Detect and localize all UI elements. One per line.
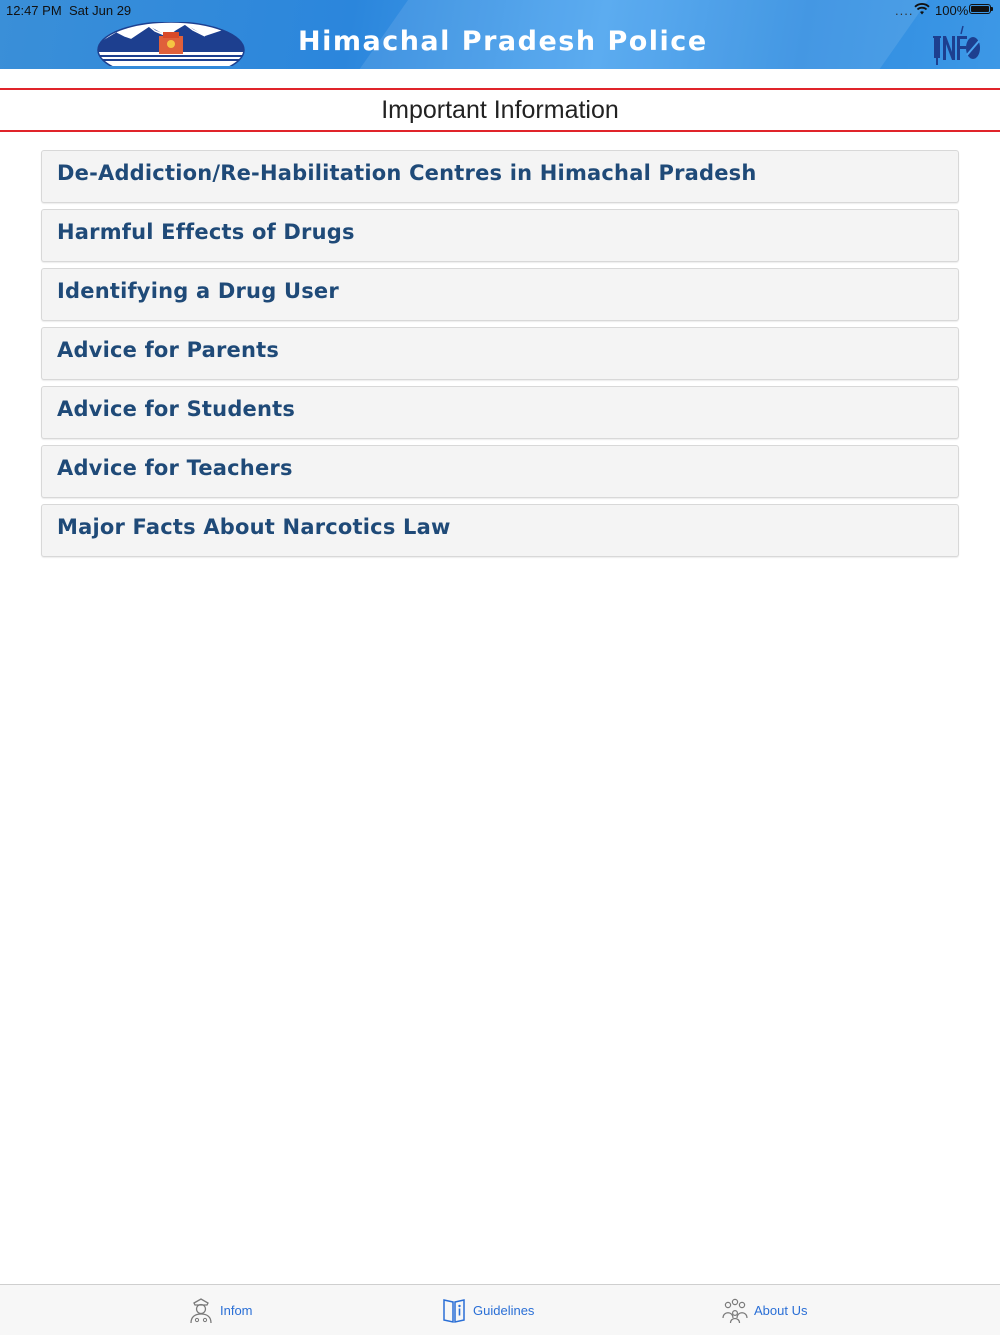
tab-infom[interactable]	[188, 1295, 253, 1325]
list-item-label: De-Addiction/Re-Habilitation Centres in Himachal Pradesh	[57, 161, 757, 185]
battery-icon	[969, 4, 991, 14]
tab-bar	[0, 1284, 1000, 1335]
wifi-icon	[914, 2, 930, 16]
list-item-deaddiction-centres[interactable]	[41, 150, 959, 203]
information-list	[41, 150, 959, 563]
status-time: 12:47 PM	[6, 3, 62, 18]
list-item-narcotics-law[interactable]	[41, 504, 959, 557]
info-syringe-logo-icon	[930, 22, 982, 66]
tab-about-us[interactable]	[722, 1295, 807, 1325]
list-item-label: Advice for Parents	[57, 338, 280, 362]
list-item-advice-students[interactable]	[41, 386, 959, 439]
list-item-label: Major Facts About Narcotics Law	[57, 515, 451, 539]
list-item-label: Identifying a Drug User	[57, 279, 339, 303]
group-people-icon	[722, 1296, 748, 1324]
police-officer-icon	[188, 1296, 214, 1324]
app-title: Himachal Pradesh Police	[298, 26, 708, 57]
list-item-advice-teachers[interactable]	[41, 445, 959, 498]
page-title: Important Information	[381, 96, 619, 124]
tab-label: About Us	[754, 1302, 808, 1318]
list-item-identifying-drug-user[interactable]	[41, 268, 959, 321]
status-bar	[0, 0, 1000, 20]
tab-label: Guidelines	[473, 1302, 535, 1318]
tab-guidelines[interactable]	[441, 1295, 534, 1325]
battery-percentage: 100%	[935, 3, 969, 18]
page-title-bar	[0, 88, 1000, 132]
info-book-icon	[441, 1296, 467, 1324]
himachal-emblem-icon	[97, 22, 245, 66]
list-item-label: Advice for Teachers	[57, 456, 293, 480]
list-item-label: Harmful Effects of Drugs	[57, 220, 355, 244]
status-date: Sat Jun 29	[69, 3, 132, 18]
list-item-harmful-effects[interactable]	[41, 209, 959, 262]
app-header	[0, 0, 1000, 69]
signal-indicator: ....	[895, 3, 914, 18]
list-item-advice-parents[interactable]	[41, 327, 959, 380]
tab-label: Infom	[220, 1302, 253, 1318]
list-item-label: Advice for Students	[57, 397, 296, 421]
